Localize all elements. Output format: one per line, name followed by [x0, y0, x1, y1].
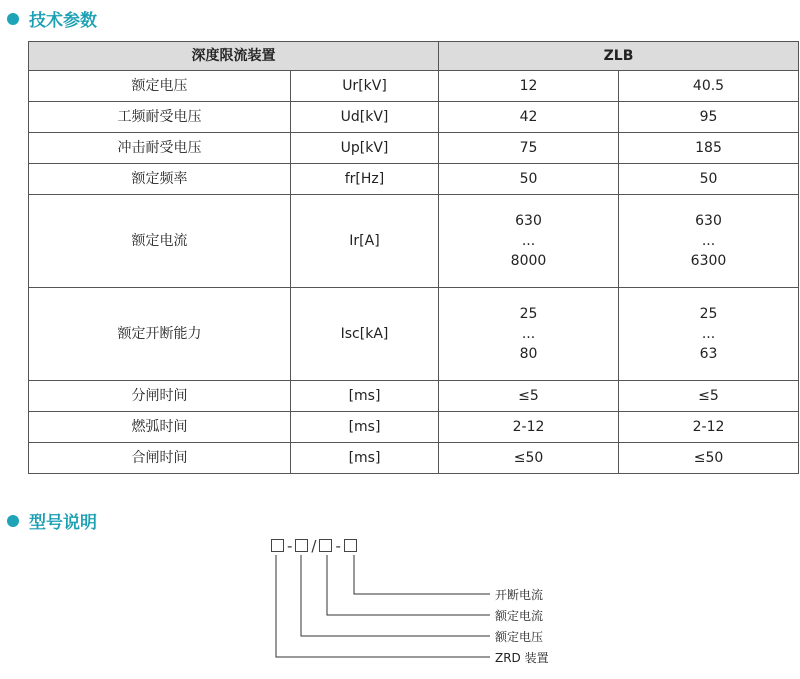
- param-name-cell: 工频耐受电压: [29, 102, 291, 133]
- value-cell-12kv: [439, 381, 619, 412]
- value-line: ≤50: [693, 450, 724, 466]
- table-row: [29, 133, 799, 164]
- value-cell-12kv: [439, 443, 619, 474]
- section-title-text: 型号说明: [29, 513, 97, 533]
- value-line: 6300: [690, 253, 727, 269]
- value-cell-12kv: [439, 195, 619, 288]
- value-cell-12kv: [439, 71, 619, 102]
- value-cell-40-5kv: [619, 164, 799, 195]
- value-line: 630: [515, 213, 542, 229]
- value-cell-40-5kv: [619, 102, 799, 133]
- param-name-cell: 额定电流: [29, 195, 291, 288]
- param-name-cell: 燃弧时间: [29, 412, 291, 443]
- value-line: ...: [701, 326, 716, 342]
- value-cell-40-5kv: [619, 288, 799, 381]
- param-unit-cell: Ir[A]: [291, 195, 439, 288]
- value-line: 50: [699, 171, 718, 187]
- value-cell-12kv: [439, 288, 619, 381]
- bullet-dot-icon: [7, 13, 19, 25]
- value-line: ≤5: [698, 388, 719, 404]
- label-breaking-current: 开断电流: [495, 588, 544, 602]
- label-rated-current: 额定电流: [495, 609, 544, 623]
- table-row: [29, 71, 799, 102]
- table-row: [29, 195, 799, 288]
- value-line: 185: [695, 140, 722, 156]
- value-line: 8000: [510, 253, 547, 269]
- param-unit-cell: [ms]: [291, 381, 439, 412]
- param-name-cell: 额定开断能力: [29, 288, 291, 381]
- param-name-cell: 合闸时间: [29, 443, 291, 474]
- section-title-text: 技术参数: [29, 11, 97, 31]
- value-line: 80: [519, 346, 538, 362]
- table-row: [29, 412, 799, 443]
- leader-line-rated-current: [327, 555, 490, 615]
- bullet-dot-icon: [7, 515, 19, 527]
- value-cell-40-5kv: [619, 381, 799, 412]
- table-header-model: ZLB: [439, 42, 799, 71]
- section-title-technical-parameters: [7, 6, 97, 31]
- param-name-cell: 额定电压: [29, 71, 291, 102]
- leader-line-rated-voltage: [301, 555, 490, 636]
- value-cell-12kv: [439, 133, 619, 164]
- value-line: ≤5: [518, 388, 539, 404]
- value-line: 25: [699, 306, 718, 322]
- param-name-cell: 额定频率: [29, 164, 291, 195]
- table-header-device: 深度限流装置: [29, 42, 439, 71]
- leader-line-breaking-current: [354, 555, 490, 594]
- value-line: ...: [701, 233, 716, 249]
- leader-line-zrd-device: [276, 555, 490, 657]
- value-line: 2-12: [512, 419, 545, 435]
- value-line: ...: [521, 326, 536, 342]
- value-line: 12: [519, 78, 538, 94]
- code-separator-3: -: [335, 537, 341, 555]
- value-line: 42: [519, 109, 538, 125]
- technical-parameters-table: [28, 41, 799, 474]
- table-row: [29, 164, 799, 195]
- param-unit-cell: Ur[kV]: [291, 71, 439, 102]
- value-line: 50: [519, 171, 538, 187]
- value-line: 630: [695, 213, 722, 229]
- param-unit-cell: [ms]: [291, 443, 439, 474]
- value-cell-12kv: [439, 164, 619, 195]
- value-cell-40-5kv: [619, 71, 799, 102]
- code-separator-1: -: [287, 537, 293, 555]
- table-row: [29, 102, 799, 133]
- model-code-diagram: [270, 534, 590, 674]
- value-line: 25: [519, 306, 538, 322]
- label-rated-voltage: 额定电压: [495, 630, 544, 644]
- value-cell-40-5kv: [619, 133, 799, 164]
- table-row: [29, 288, 799, 381]
- value-line: 40.5: [692, 78, 725, 94]
- param-unit-cell: Ud[kV]: [291, 102, 439, 133]
- value-cell-12kv: [439, 102, 619, 133]
- value-cell-40-5kv: [619, 412, 799, 443]
- table-row: [29, 443, 799, 474]
- section-title-model-description: [7, 508, 97, 533]
- value-line: 95: [699, 109, 718, 125]
- param-name-cell: 冲击耐受电压: [29, 133, 291, 164]
- param-name-cell: 分闸时间: [29, 381, 291, 412]
- param-unit-cell: Isc[kA]: [291, 288, 439, 381]
- value-cell-40-5kv: [619, 443, 799, 474]
- value-line: 2-12: [692, 419, 725, 435]
- value-line: 75: [519, 140, 538, 156]
- param-unit-cell: fr[Hz]: [291, 164, 439, 195]
- value-line: ≤50: [513, 450, 544, 466]
- table-row: [29, 381, 799, 412]
- value-line: 63: [699, 346, 718, 362]
- value-cell-12kv: [439, 412, 619, 443]
- label-zrd-device: ZRD 装置: [495, 651, 549, 665]
- value-line: ...: [521, 233, 536, 249]
- param-unit-cell: Up[kV]: [291, 133, 439, 164]
- value-cell-40-5kv: [619, 195, 799, 288]
- code-separator-2: /: [311, 537, 317, 555]
- param-unit-cell: [ms]: [291, 412, 439, 443]
